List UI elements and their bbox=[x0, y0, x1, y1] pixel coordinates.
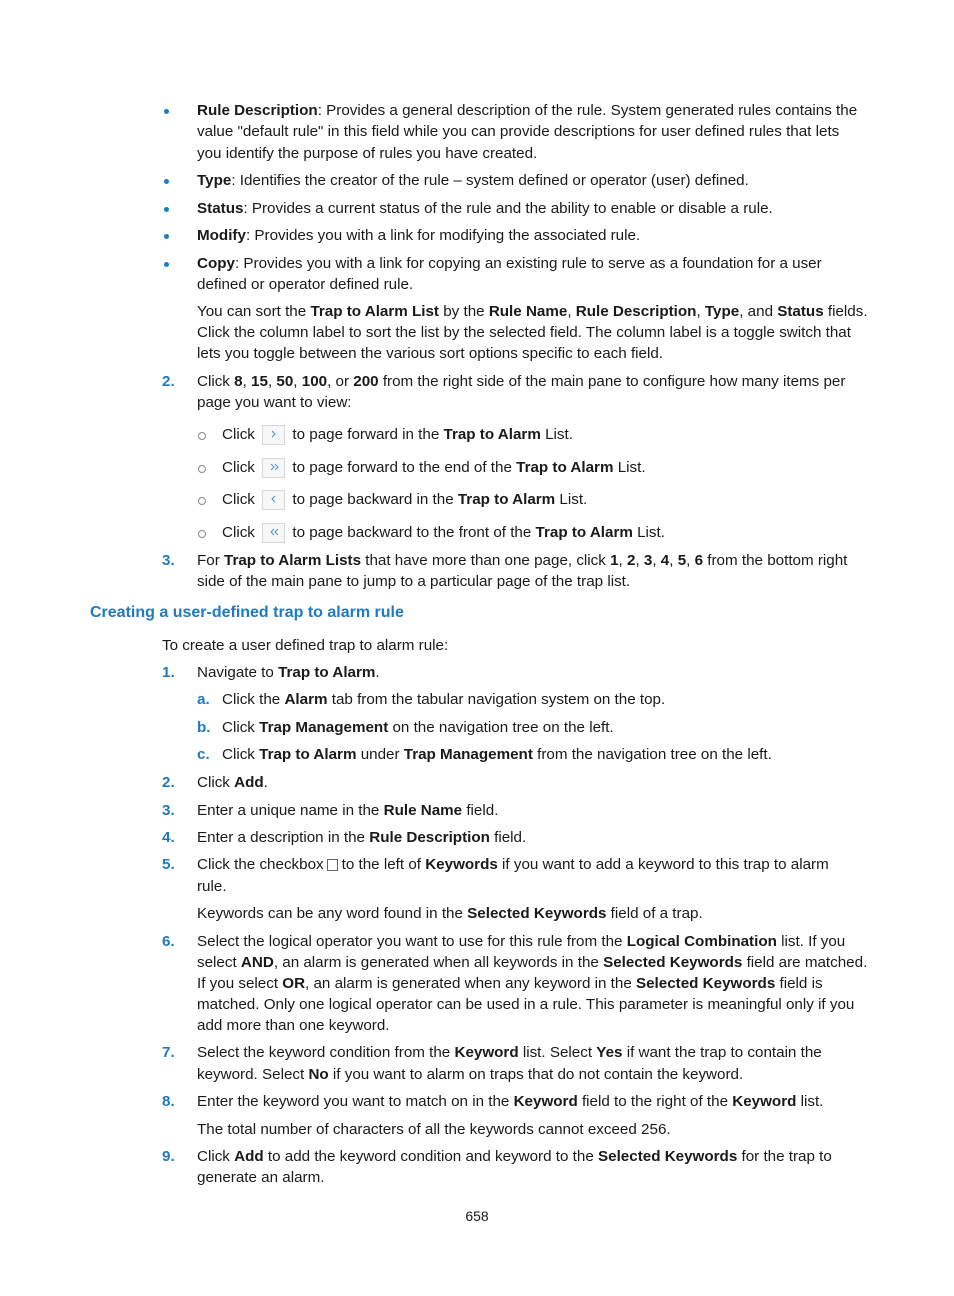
text: : Provides you with a link for modifying the associated rule. bbox=[245, 227, 641, 244]
nav-item-forward-end bbox=[222, 457, 646, 478]
step-1a bbox=[222, 689, 665, 710]
text: Click bbox=[197, 1148, 235, 1165]
step-9 bbox=[197, 1146, 832, 1167]
text: Click bbox=[222, 524, 255, 541]
bold-text: AND bbox=[240, 954, 274, 971]
text: , bbox=[293, 373, 302, 390]
text: Click the checkbox bbox=[197, 856, 324, 873]
text: field are matched. bbox=[742, 954, 868, 971]
page-number: 658 bbox=[465, 1208, 489, 1224]
step-1 bbox=[197, 662, 380, 683]
bold-text: 100 bbox=[301, 373, 328, 390]
text-line: rule. bbox=[197, 878, 227, 895]
nav-item-backward-front bbox=[222, 522, 665, 543]
step-text bbox=[197, 371, 845, 392]
bullet-status bbox=[197, 198, 773, 219]
text: , or bbox=[327, 373, 354, 390]
text: if you want to alarm on traps that do not contain the keyword. bbox=[328, 1066, 744, 1083]
text: select bbox=[197, 954, 241, 971]
text: , bbox=[652, 552, 661, 569]
bold-text: 4 bbox=[660, 552, 670, 569]
text: for the trap to bbox=[737, 1148, 832, 1165]
text: field. bbox=[462, 802, 499, 819]
bold-text: 2 bbox=[626, 552, 636, 569]
text: Click bbox=[197, 774, 235, 791]
checkbox-icon bbox=[327, 859, 338, 871]
bold-text: Selected Keywords bbox=[603, 954, 743, 971]
bold-text: 15 bbox=[251, 373, 268, 390]
text: if you want to add a keyword to this trap to alarm bbox=[497, 856, 829, 873]
bold-text: Status bbox=[777, 303, 824, 320]
step-number: 2. bbox=[162, 373, 175, 390]
step-number: 7. bbox=[162, 1044, 175, 1061]
text: . bbox=[263, 774, 268, 791]
text: Click bbox=[197, 373, 235, 390]
text: List. bbox=[555, 491, 588, 508]
bullet-modify bbox=[197, 225, 640, 246]
text: to add the keyword condition and keyword to the bbox=[263, 1148, 598, 1165]
section-heading: Creating a user-defined trap to alarm rule bbox=[90, 604, 404, 621]
text: from the right side of the main pane to configure how many items per bbox=[378, 373, 846, 390]
text: , bbox=[267, 373, 277, 390]
text: For bbox=[197, 552, 225, 569]
bullet-copy bbox=[197, 253, 822, 274]
bold-text: Keywords bbox=[425, 856, 498, 873]
bullet-marker bbox=[164, 179, 169, 184]
text: Click the bbox=[222, 691, 285, 708]
bold-text: 3 bbox=[643, 552, 653, 569]
circle-bullet bbox=[198, 465, 206, 473]
text: , an alarm is generated when all keywords in the bbox=[273, 954, 604, 971]
bullet-rule-description bbox=[197, 100, 857, 121]
text: field to the right of the bbox=[577, 1093, 733, 1110]
term: Copy bbox=[197, 255, 235, 272]
term: Type bbox=[197, 172, 232, 189]
text: field is bbox=[775, 975, 823, 992]
bold-text: Alarm bbox=[284, 691, 328, 708]
bold-text: 8 bbox=[234, 373, 243, 390]
text: to page backward in the bbox=[292, 491, 458, 508]
text: from the navigation tree on the left. bbox=[532, 746, 772, 763]
term: Modify bbox=[197, 227, 246, 244]
step-6 bbox=[197, 931, 845, 952]
bold-text: 6 bbox=[694, 552, 704, 569]
text: keyword. Select bbox=[197, 1066, 309, 1083]
step-7 bbox=[197, 1042, 822, 1063]
step-3 bbox=[197, 800, 498, 821]
text: List. bbox=[540, 426, 573, 443]
step-5 bbox=[197, 854, 829, 875]
bold-text: Trap Management bbox=[259, 719, 389, 736]
text-line: matched. Only one logical operator can be used in a rule. This parameter is meaningful only if you bbox=[197, 996, 855, 1013]
text: , bbox=[567, 303, 576, 320]
text: list. bbox=[796, 1093, 824, 1110]
substep-letter: a. bbox=[197, 691, 210, 708]
bold-text: No bbox=[308, 1066, 329, 1083]
text: : Provides you with a link for copying an existing rule to serve as a foundation for a user bbox=[234, 255, 822, 272]
bold-text: 5 bbox=[677, 552, 687, 569]
bold-text: Keyword bbox=[454, 1044, 519, 1061]
circle-bullet bbox=[198, 497, 206, 505]
text: , bbox=[669, 552, 678, 569]
bold-text: Trap to Alarm bbox=[443, 426, 541, 443]
chevron-left-icon bbox=[262, 490, 285, 510]
step-number: 2. bbox=[162, 774, 175, 791]
bold-text: Keyword bbox=[732, 1093, 797, 1110]
text: field. bbox=[489, 829, 527, 846]
bullet-marker bbox=[164, 207, 169, 212]
text: Enter the keyword you want to match on in the bbox=[197, 1093, 514, 1110]
text-line: you identify the purpose of rules you have created. bbox=[197, 145, 538, 162]
bold-text: Trap Management bbox=[403, 746, 533, 763]
bold-text: Type bbox=[704, 303, 740, 320]
nav-item-backward bbox=[222, 489, 587, 510]
text: list. Select bbox=[518, 1044, 597, 1061]
bold-text: Rule Name bbox=[383, 802, 463, 819]
bold-text: Yes bbox=[596, 1044, 623, 1061]
text-line bbox=[197, 973, 823, 994]
step-number: 9. bbox=[162, 1148, 175, 1165]
step-number: 1. bbox=[162, 664, 175, 681]
step-number: 4. bbox=[162, 829, 175, 846]
text: to page backward to the front of the bbox=[292, 524, 536, 541]
bullet-marker bbox=[164, 234, 169, 239]
step-number: 3. bbox=[162, 802, 175, 819]
bold-text: Trap to Alarm Lists bbox=[224, 552, 362, 569]
text: by the bbox=[439, 303, 489, 320]
text-line bbox=[197, 1064, 743, 1085]
text: List. bbox=[613, 459, 646, 476]
bold-text: Trap to Alarm bbox=[457, 491, 556, 508]
substep-letter: b. bbox=[197, 719, 211, 736]
bold-text: 1 bbox=[610, 552, 619, 569]
text: list. If you bbox=[776, 933, 846, 950]
step-2 bbox=[197, 772, 268, 793]
text-line: lets you toggle between the various sort options specific to each field. bbox=[197, 345, 664, 362]
step-8-note: The total number of characters of all the keywords cannot exceed 256. bbox=[197, 1121, 671, 1138]
step-number: 6. bbox=[162, 933, 175, 950]
bullet-type bbox=[197, 170, 749, 191]
bold-text: Logical Combination bbox=[626, 933, 777, 950]
text: Select the logical operator you want to use for this rule from the bbox=[197, 933, 627, 950]
text: that have more than one page, click bbox=[361, 552, 611, 569]
text: Keywords can be any word found in the bbox=[197, 905, 468, 922]
bold-text: Selected Keywords bbox=[598, 1148, 738, 1165]
bold-text: Rule Description bbox=[369, 829, 490, 846]
text: You can sort the bbox=[197, 303, 311, 320]
text: tab from the tabular navigation system on the top. bbox=[327, 691, 666, 708]
text-line: add more than one keyword. bbox=[197, 1017, 390, 1034]
text: , bbox=[242, 373, 252, 390]
bullet-marker bbox=[164, 109, 169, 114]
text: if want the trap to contain the bbox=[622, 1044, 822, 1061]
step-text bbox=[197, 550, 847, 571]
text: : Provides a general description of the rule. System generated rules contains the bbox=[317, 102, 858, 119]
step-number: 8. bbox=[162, 1093, 175, 1110]
bold-text: Add bbox=[234, 774, 264, 791]
bold-text: Add bbox=[234, 1148, 264, 1165]
text-line: page you want to view: bbox=[197, 394, 352, 411]
text: to page forward in the bbox=[292, 426, 444, 443]
sort-paragraph-line bbox=[197, 301, 868, 322]
text-line: defined or operator defined rule. bbox=[197, 276, 414, 293]
text: , and bbox=[739, 303, 778, 320]
step-8 bbox=[197, 1091, 823, 1112]
term: Rule Description bbox=[197, 102, 318, 119]
text: Click bbox=[222, 459, 255, 476]
bold-text: Trap to Alarm bbox=[516, 459, 614, 476]
text-line bbox=[197, 952, 867, 973]
text: If you select bbox=[197, 975, 283, 992]
bold-text: Rule Description bbox=[575, 303, 697, 320]
text: Click bbox=[222, 746, 260, 763]
text-line: side of the main pane to jump to a particular page of the trap list. bbox=[197, 573, 631, 590]
text: , bbox=[696, 303, 705, 320]
bold-text: Keyword bbox=[513, 1093, 578, 1110]
circle-bullet bbox=[198, 530, 206, 538]
chevron-right-icon bbox=[262, 425, 285, 445]
step-5-note bbox=[197, 903, 703, 924]
bold-text: Trap to Alarm bbox=[535, 524, 633, 541]
double-chevron-right-icon bbox=[262, 458, 285, 478]
substep-letter: c. bbox=[197, 746, 210, 763]
text: , bbox=[618, 552, 627, 569]
step-1c bbox=[222, 744, 772, 765]
term: Status bbox=[197, 200, 244, 217]
text: : Identifies the creator of the rule – system defined or operator (user) defined. bbox=[231, 172, 749, 189]
text: field of a trap. bbox=[606, 905, 703, 922]
text: Enter a description in the bbox=[197, 829, 370, 846]
intro-text: To create a user defined trap to alarm rule: bbox=[162, 637, 449, 654]
text: on the navigation tree on the left. bbox=[388, 719, 614, 736]
text: Navigate to bbox=[197, 664, 279, 681]
text: . bbox=[375, 664, 380, 681]
step-1b bbox=[222, 717, 614, 738]
bold-text: Selected Keywords bbox=[635, 975, 776, 992]
text-line: generate an alarm. bbox=[197, 1169, 325, 1186]
bold-text: OR bbox=[282, 975, 306, 992]
step-number: 3. bbox=[162, 552, 175, 569]
text: Click bbox=[222, 491, 255, 508]
text: Click bbox=[222, 719, 260, 736]
text: , bbox=[635, 552, 644, 569]
text-line: value "default rule" in this field while you can provide descriptions for user defined rules that lets bbox=[197, 123, 840, 140]
text: : Provides a current status of the rule and the ability to enable or disable a rule. bbox=[243, 200, 773, 217]
nav-item-forward bbox=[222, 424, 573, 445]
text: fields. bbox=[823, 303, 868, 320]
text: List. bbox=[632, 524, 665, 541]
step-number: 5. bbox=[162, 856, 175, 873]
circle-bullet bbox=[198, 432, 206, 440]
bold-text: 50 bbox=[276, 373, 294, 390]
bold-text: Trap to Alarm List bbox=[310, 303, 439, 320]
step-4 bbox=[197, 827, 526, 848]
bold-text: Trap to Alarm bbox=[259, 746, 357, 763]
bold-text: 200 bbox=[353, 373, 379, 390]
text: Enter a unique name in the bbox=[197, 802, 384, 819]
text: Select the keyword condition from the bbox=[197, 1044, 455, 1061]
text: Click bbox=[222, 426, 255, 443]
text: to the left of bbox=[341, 856, 426, 873]
text: under bbox=[356, 746, 404, 763]
text: from the bottom right bbox=[703, 552, 848, 569]
text-line: Click the column label to sort the list by the selected field. The column label is a toggle switch that bbox=[197, 324, 851, 341]
text: , an alarm is generated when any keyword in the bbox=[305, 975, 636, 992]
bold-text: Selected Keywords bbox=[467, 905, 607, 922]
text: , bbox=[686, 552, 695, 569]
double-chevron-left-icon bbox=[262, 523, 285, 543]
text: to page forward to the end of the bbox=[292, 459, 517, 476]
bold-text: Trap to Alarm bbox=[278, 664, 376, 681]
bold-text: Rule Name bbox=[488, 303, 568, 320]
bullet-marker bbox=[164, 262, 169, 267]
